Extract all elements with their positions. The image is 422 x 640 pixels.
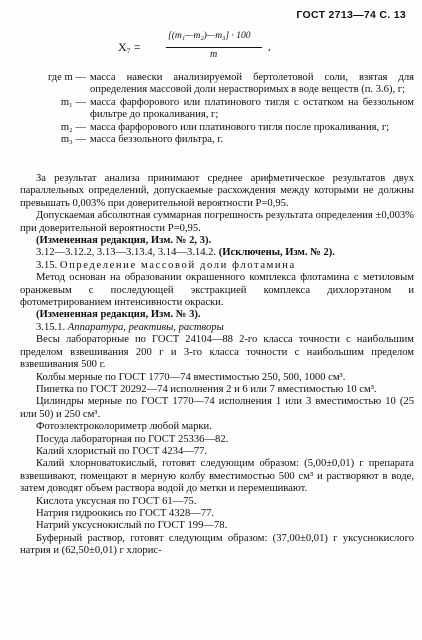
- section-title: Определение массовой доли флотамина: [59, 259, 296, 271]
- definition-symbol: m₂ —: [60, 121, 86, 133]
- subsection-title: Аппаратура, реактивы, растворы: [67, 321, 224, 333]
- document-body: [20, 173, 414, 558]
- definition-text: масса беззольного фильтра, г.: [90, 134, 224, 146]
- paragraph: Весы лабораторные по ГОСТ 24104—88 2-го класса точности с наибольшим пределом взвешивания 200 г и 3-го класса точности с наибольшим пределом взвешивания 500 г.: [20, 334, 414, 371]
- paragraph: Фотоэлектроколориметр любой марки.: [36, 421, 212, 433]
- definition-text: масса фарфорового или платинового тигля с остатком на беззольном фильтре до прокаливания, г;: [90, 96, 414, 121]
- subsection-number: 3.15.1.: [36, 321, 66, 333]
- definition-symbol: m₃ —: [60, 134, 86, 146]
- amendment-note: (Измененная редакция, Изм. № 2, 3).: [36, 235, 212, 247]
- amendment-note: (Измененная редакция, Изм. № 3).: [36, 309, 201, 321]
- paragraph: Метод основан на образовании окрашенного комплекса флотамина с метиловым оранжевым с последующей экстракцией комплекса дихлорэтаном и фотометрированием интенсивности окраски.: [20, 272, 414, 309]
- definition-text: масса фарфорового или платинового тигля после прокаливания, г;: [90, 121, 390, 133]
- section-number: 3.15.: [36, 259, 58, 271]
- formula-comma: ,: [268, 41, 271, 53]
- page-header: ГОСТ 2713—74 С. 13: [296, 9, 406, 21]
- paragraph: [20, 247, 414, 259]
- paragraph: Буферный раствор, готовят следующим образом: (37,00±0,01) г уксуснокислого натрия и (62,50±0,01) г хлорис-: [20, 532, 414, 557]
- paragraph: Пипетка по ГОСТ 20292—74 исполнения 2 и 6 или 7 вместимостью 10 см³.: [36, 383, 377, 395]
- definition-text: масса навески анализируемой бертолетовой соли, взятая для определения массовой доли нерастворимых в воде веществ (п. 3.6), г;: [90, 72, 414, 96]
- definition-row: [20, 122, 414, 134]
- formula-lhs: X₇ =: [118, 40, 141, 54]
- paragraph: Калий хлористый по ГОСТ 4234—77.: [36, 445, 208, 457]
- definition-symbol: где m —: [47, 72, 86, 83]
- excluded-note: (Исключены, Изм. № 2).: [218, 247, 335, 259]
- definition-symbol: m₁ —: [60, 96, 86, 108]
- paragraph: Калий хлорноватокислый, готовят следующим образом: (5,00±0,01) г препарата взвешивают, помещают в мерную колбу вместимостью 500 см³ и растворяют в воде, затем доводят объем раствора водой до метки и перемешивают.: [20, 458, 414, 495]
- fraction-bar: [166, 47, 262, 48]
- paragraph: За результат анализа принимают среднее арифметическое результатов двух параллельных определений, допускаемые расхождения между которыми не должны превышать 0,003% при доверительной вероятности P=0,95.: [20, 173, 414, 209]
- section-range: 3.12—3.12.2, 3.13—3.13.4, 3.14—3.14.2.: [36, 247, 217, 259]
- paragraph: Натрий уксуснокислый по ГОСТ 199—78.: [36, 520, 228, 532]
- paragraph: Допускаемая абсолютная суммарная погрешность результата определения ±0,003% при доверительной вероятности P=0,95.: [20, 210, 414, 234]
- paragraph: Натрия гидроокись по ГОСТ 4328—77.: [36, 507, 215, 519]
- paragraph: Кислота уксусная по ГОСТ 61—75.: [36, 495, 197, 507]
- paragraph: Колбы мерные по ГОСТ 1770—74 вместимостью 250, 500, 1000 см³.: [36, 371, 346, 383]
- formula-denominator: m: [210, 49, 218, 60]
- definition-row: [20, 97, 414, 122]
- section-heading: [20, 260, 414, 272]
- paragraph: Посуда лабораторная по ГОСТ 25336—82.: [36, 433, 229, 445]
- formula-numerator: [(m₁—m₂)—m₃] · 100: [168, 31, 251, 41]
- definition-row: [20, 72, 414, 97]
- definition-row: [20, 134, 414, 146]
- paragraph: Цилиндры мерные по ГОСТ 1770—74 исполнения 1 или 3 вместимостью 10 (25 или 50) и 250 см³.: [20, 396, 414, 420]
- subsection-heading: [20, 322, 414, 334]
- variable-definitions: [20, 72, 414, 146]
